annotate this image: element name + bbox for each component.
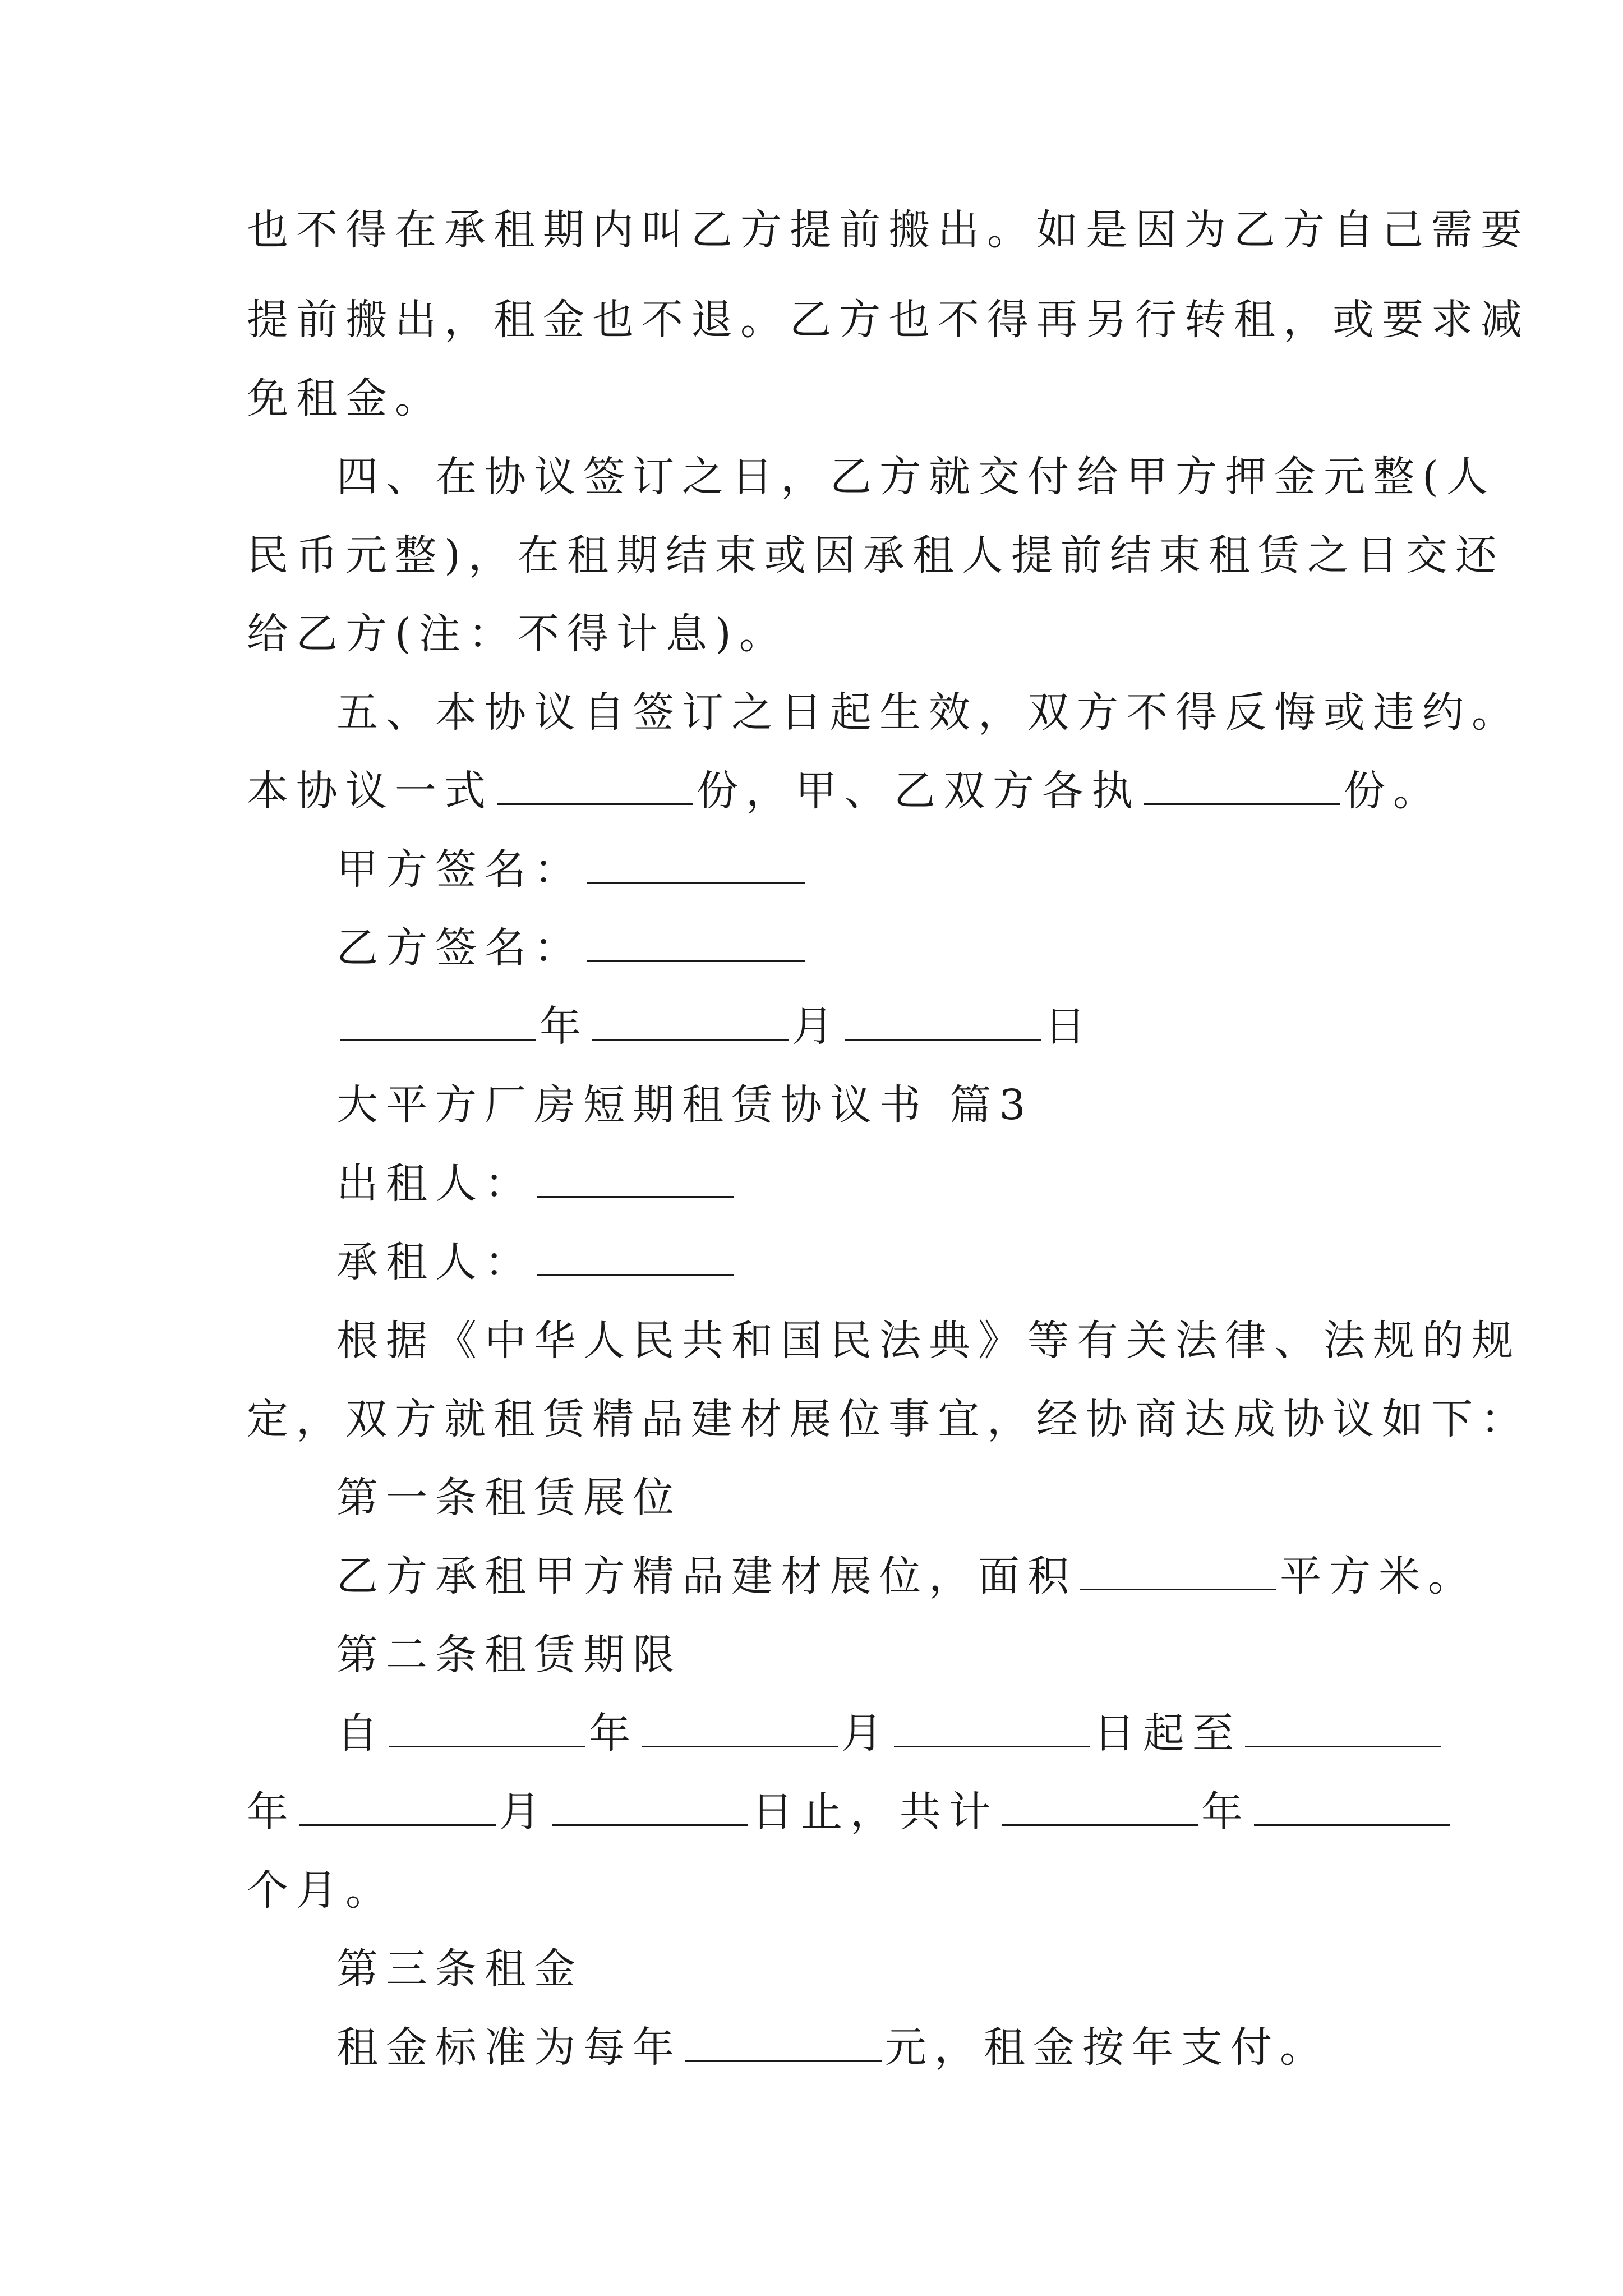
- term-day-from-label: 日起至: [1094, 1709, 1242, 1757]
- term-end-month-blank[interactable]: [299, 1785, 496, 1826]
- date-year-blank[interactable]: [340, 1000, 536, 1041]
- term-start-day-blank[interactable]: [894, 1706, 1090, 1747]
- lessor-label: 出租人：: [336, 1159, 534, 1208]
- copies-each-blank[interactable]: [1144, 764, 1340, 805]
- term-day-to-label: 日止，共计: [751, 1788, 998, 1836]
- date-year-label: 年: [540, 1002, 589, 1051]
- paragraph-line: 给乙方(注：不得计息)。: [247, 610, 789, 658]
- party-b-signature-blank[interactable]: [587, 921, 805, 962]
- article-1-title: 第一条租赁展位: [336, 1474, 682, 1522]
- term-year-label: 年: [589, 1709, 638, 1757]
- date-month-label: 月: [792, 1002, 841, 1051]
- lessor-line: [336, 1150, 737, 1217]
- article-3-suffix: 元，租金按年支付。: [885, 2023, 1329, 2072]
- party-b-signature-line: [336, 914, 809, 982]
- date-day-blank[interactable]: [845, 1000, 1041, 1041]
- article-1-prefix: 乙方承租甲方精品建材展位，面积: [336, 1552, 1077, 1600]
- party-a-sign-label: 甲方签名：: [336, 845, 583, 894]
- lessee-line: [336, 1228, 737, 1296]
- term-from-label: 自: [336, 1709, 386, 1757]
- term-end-day-blank[interactable]: [552, 1785, 748, 1826]
- area-blank[interactable]: [1080, 1549, 1276, 1590]
- term-year2-label: 年: [1201, 1788, 1251, 1836]
- article-1-text: [336, 1543, 1477, 1610]
- term-total-years-blank[interactable]: [1002, 1785, 1198, 1826]
- lessor-blank[interactable]: [537, 1157, 734, 1198]
- term-line-3: 个月。: [247, 1866, 395, 1915]
- term-end-year-blank[interactable]: [1245, 1706, 1441, 1747]
- article-2-title: 第二条租赁期限: [336, 1631, 682, 1679]
- paragraph-line: 根据《中华人民共和国民法典》等有关法律、法规的规: [336, 1317, 1521, 1365]
- date-month-blank[interactable]: [592, 1000, 789, 1041]
- paragraph-line: 也不得在承租期内叫乙方提前搬出。如是因为乙方自己需要: [247, 206, 1530, 254]
- section-title: 大平方厂房短期租赁协议书 篇3: [336, 1081, 1034, 1129]
- term-total-months-blank[interactable]: [1254, 1785, 1450, 1826]
- rent-amount-blank[interactable]: [685, 2021, 882, 2062]
- term-month-label: 月: [841, 1709, 891, 1757]
- party-a-signature-blank[interactable]: [587, 843, 805, 884]
- paragraph-line: 定，双方就租赁精品建材展位事宜，经协商达成协议如下：: [247, 1395, 1530, 1443]
- article-3-title: 第三条租金: [336, 1945, 583, 1993]
- term-line-2: [247, 1778, 1454, 1846]
- copies-line: [247, 757, 1442, 825]
- lessee-label: 承租人：: [336, 1238, 534, 1286]
- term-year-label: 年: [247, 1788, 296, 1836]
- party-b-sign-label: 乙方签名：: [336, 924, 583, 972]
- paragraph-line: 五、本协议自签订之日起生效，双方不得反悔或违约。: [336, 688, 1521, 737]
- copies-middle: 份，甲、乙双方各执: [697, 767, 1141, 815]
- article-1-suffix: 平方米。: [1280, 1552, 1477, 1600]
- term-line-1: [336, 1700, 1445, 1767]
- copies-total-blank[interactable]: [497, 764, 693, 805]
- date-day-label: 日: [1044, 1002, 1094, 1051]
- paragraph-line: 免租金。: [247, 374, 444, 422]
- lessee-blank[interactable]: [537, 1235, 734, 1276]
- term-start-month-blank[interactable]: [642, 1706, 838, 1747]
- paragraph-line: 提前搬出，租金也不退。乙方也不得再另行转租，或要求减: [247, 296, 1530, 344]
- term-month-label: 月: [499, 1788, 548, 1836]
- article-3-prefix: 租金标准为每年: [336, 2023, 682, 2072]
- paragraph-line: 四、在协议签订之日，乙方就交付给甲方押金元整(人: [336, 453, 1496, 501]
- copies-suffix: 份。: [1344, 767, 1442, 815]
- party-a-signature-line: [336, 836, 809, 903]
- term-start-year-blank[interactable]: [389, 1706, 585, 1747]
- article-3-text: [336, 2014, 1329, 2081]
- copies-prefix: 本协议一式: [247, 767, 494, 815]
- date-line: [336, 993, 1094, 1060]
- paragraph-line: 民币元整)，在租期结束或因承租人提前结束租赁之日交还: [247, 531, 1505, 579]
